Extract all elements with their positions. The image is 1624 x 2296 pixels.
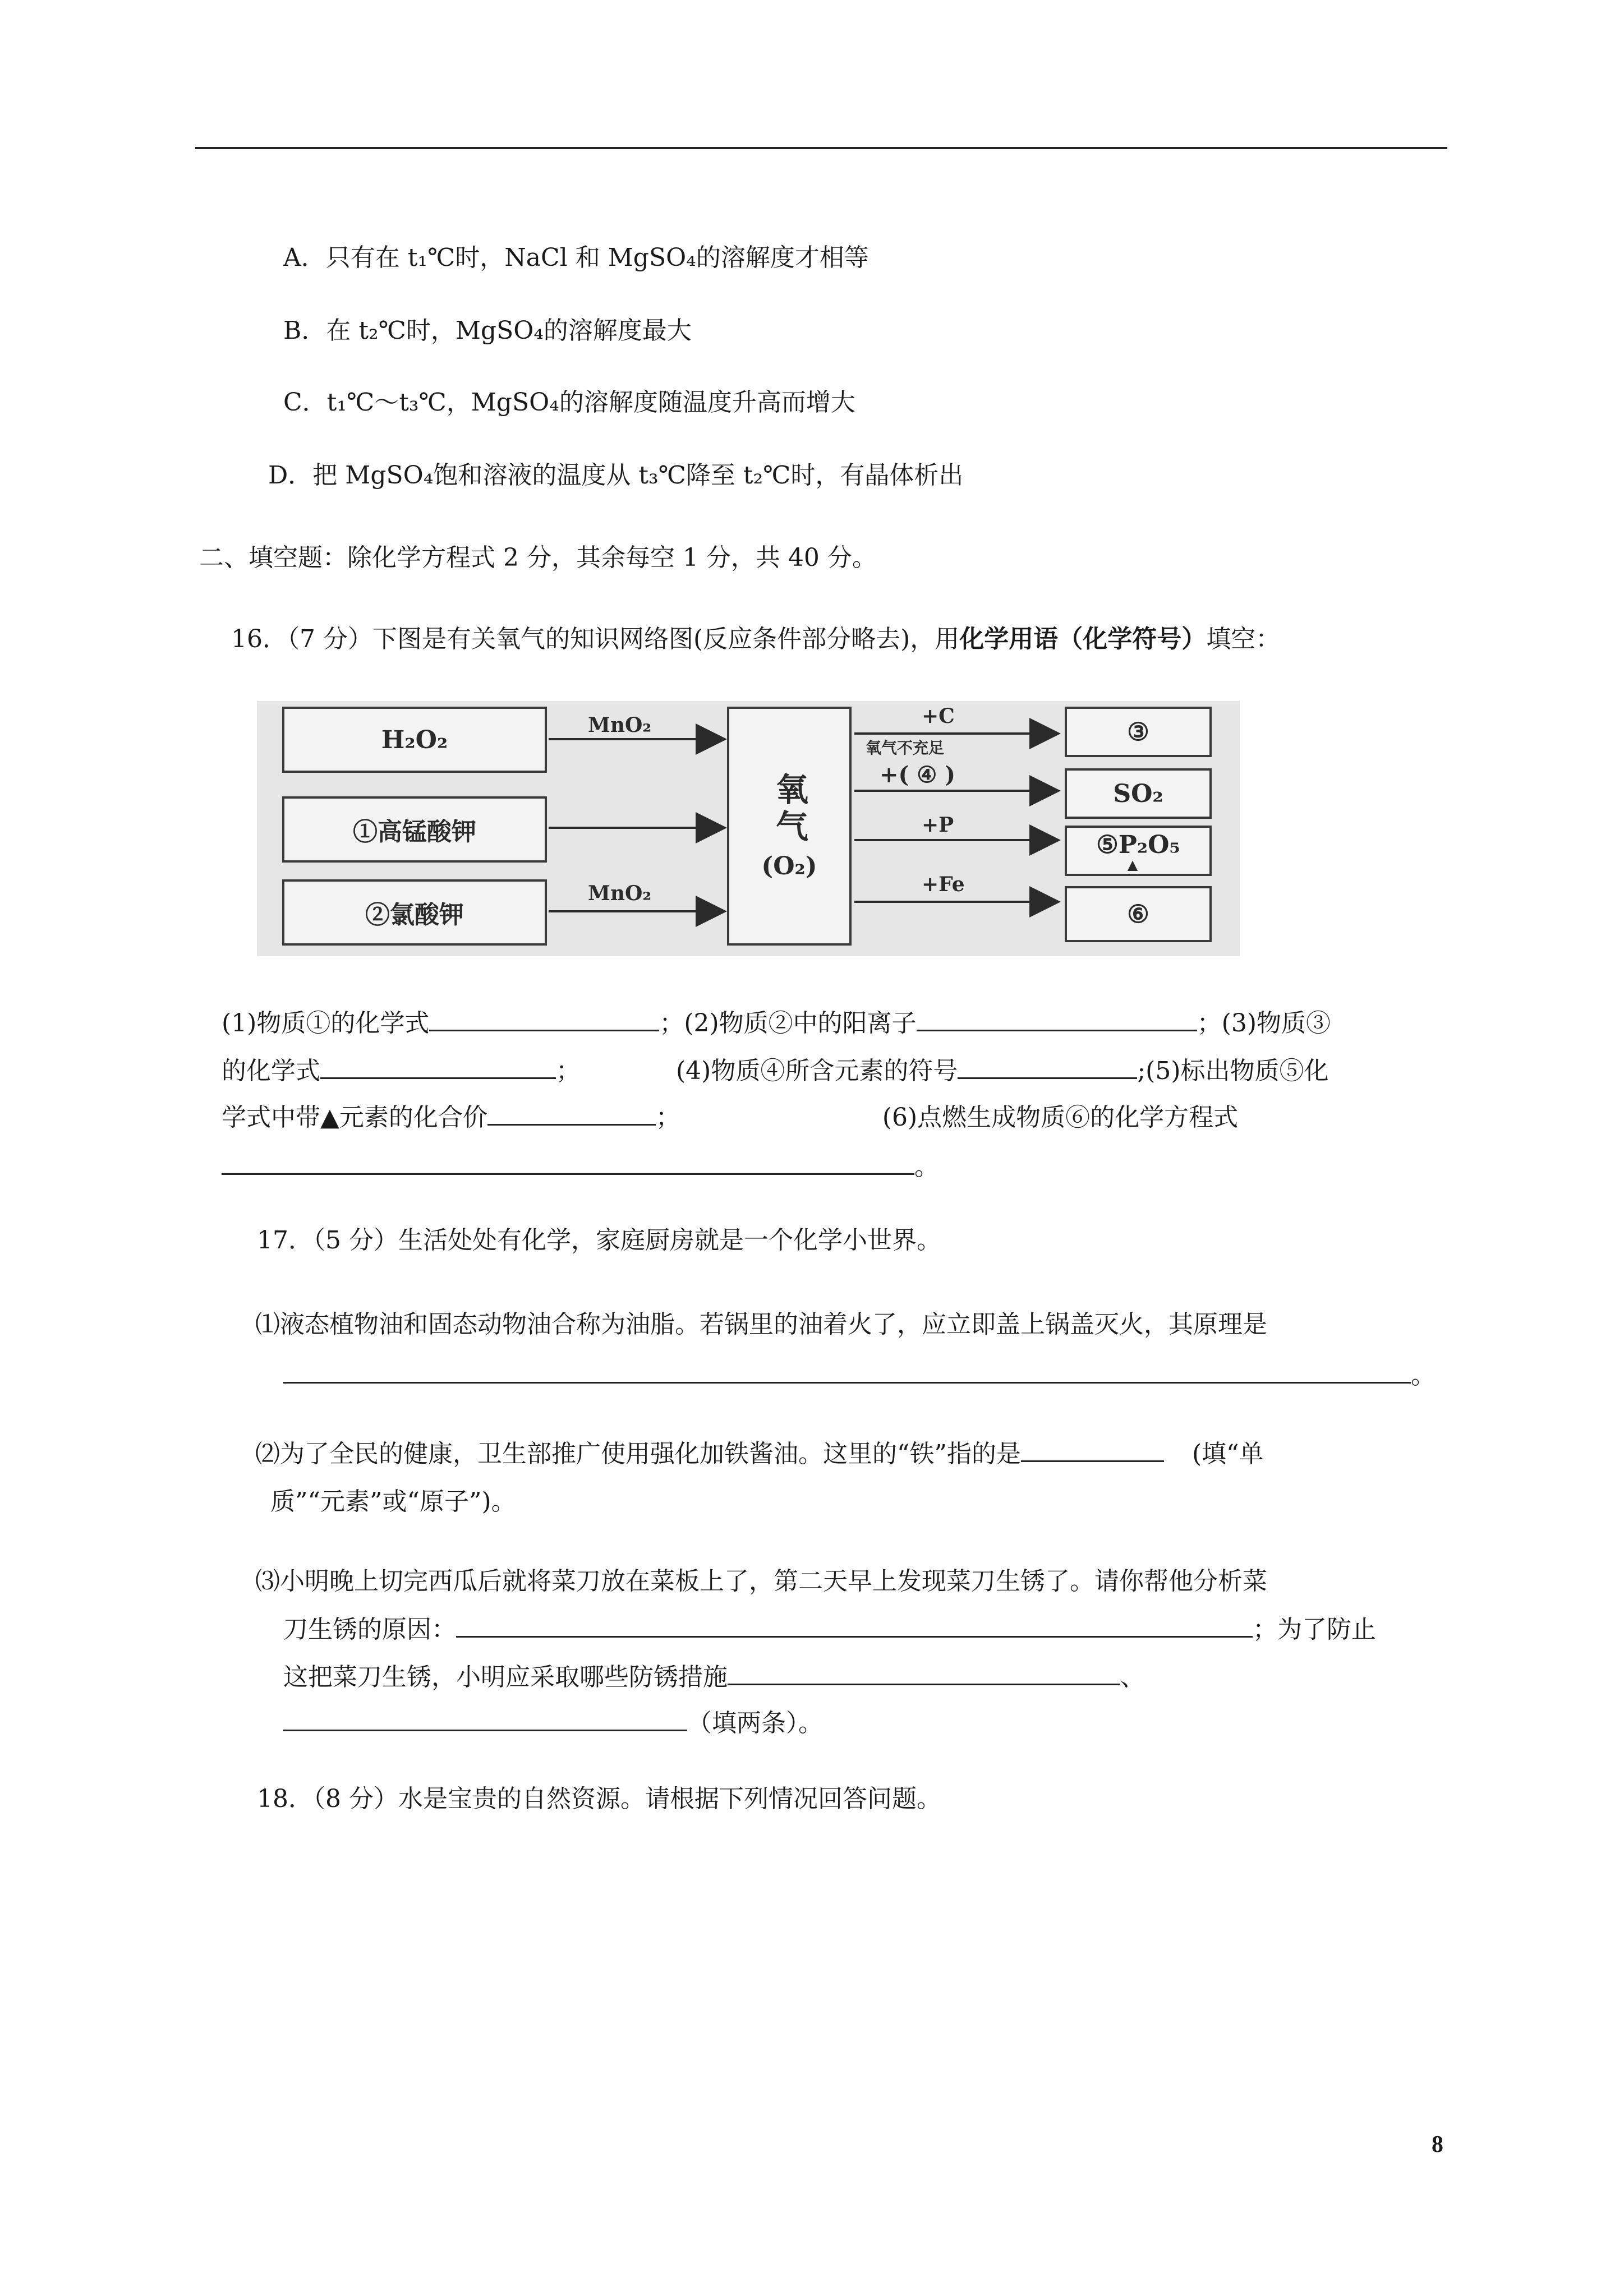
q16-l3-text-b: ； bbox=[655, 1103, 680, 1132]
q17-p2-line2: 质”“元素”或“原子”)。 bbox=[270, 1487, 516, 1516]
answer-blank-2[interactable] bbox=[917, 1005, 1197, 1031]
answer-blank-4[interactable] bbox=[958, 1053, 1137, 1079]
plus-q4-label: +( ④ ) bbox=[880, 762, 956, 788]
section-heading: 二、填空题：除化学方程式 2 分，其余每空 1 分，共 40 分。 bbox=[199, 543, 877, 572]
answer-blank-10[interactable] bbox=[728, 1659, 1120, 1685]
answer-blank-8[interactable] bbox=[1021, 1436, 1164, 1462]
answer-blank-7[interactable] bbox=[283, 1357, 1411, 1384]
triangle-marker: ▲ bbox=[1127, 856, 1138, 873]
q17-p3-line4 bbox=[283, 1705, 823, 1740]
mno2-top-label: MnO₂ bbox=[588, 713, 652, 737]
option-a: A．只有在 t₁℃时，NaCl 和 MgSO₄的溶解度才相等 bbox=[283, 243, 869, 272]
kmno4-box: ①高锰酸钾 bbox=[282, 796, 547, 863]
option-b: B．在 t₂℃时，MgSO₄的溶解度最大 bbox=[283, 316, 692, 345]
q17-p3-text-c: ；为了防止 bbox=[1253, 1615, 1376, 1644]
q16-l2-text-b: ； bbox=[556, 1057, 581, 1085]
q16-stem bbox=[231, 623, 1280, 656]
plus-p-label: +P bbox=[922, 813, 954, 837]
q18-title: 18．（8 分）水是宝贵的自然资源。请根据下列情况回答问题。 bbox=[257, 1785, 941, 1813]
mno2-bottom-label: MnO₂ bbox=[588, 882, 652, 905]
q16-intro: 16．（7 分）下图是有关氧气的知识网络图(反应条件部分略去)，用 bbox=[231, 625, 960, 653]
option-c: C．t₁℃～t₃℃，MgSO₄的溶解度随温度升高而增大 bbox=[283, 388, 855, 417]
p2o5-box bbox=[1065, 826, 1212, 876]
q17-p1-answer bbox=[283, 1357, 1436, 1393]
q17-p2-text-a: ⑵为了全民的健康，卫生部推广使用强化加铁酱油。这里的“铁”指的是 bbox=[255, 1440, 1021, 1468]
q16-l2-text-c: (4)物质④所含元素的符号 bbox=[676, 1057, 958, 1085]
so2-box: SO₂ bbox=[1065, 768, 1212, 819]
q16-l3-text-c: (6)点燃生成物质⑥的化学方程式 bbox=[882, 1103, 1239, 1132]
q17-p3-line2 bbox=[283, 1611, 1376, 1647]
p2o5-formula: ⑤P₂O₅ bbox=[1096, 831, 1180, 859]
insufficient-oxygen-label: 氧气不充足 bbox=[866, 739, 945, 757]
q16-l1-text-b: ；(2)物质②中的阳离子 bbox=[659, 1009, 917, 1038]
q16-l2-text-a: 的化学式 bbox=[222, 1057, 320, 1085]
q16-line-3 bbox=[222, 1099, 1238, 1135]
q17-p2-line1 bbox=[255, 1436, 1264, 1471]
q17-p1: ⑴液态植物油和固态动物油合称为油脂。若锅里的油着火了，应立即盖上锅盖灭火，其原理是 bbox=[255, 1310, 1267, 1339]
q17-p3-line3 bbox=[283, 1659, 1145, 1694]
q16-bold: 化学用语（化学符号） bbox=[959, 625, 1207, 653]
q17-title: 17．（5 分）生活处处有化学，家庭厨房就是一个化学小世界。 bbox=[257, 1226, 941, 1255]
q17-p1-end: 。 bbox=[1411, 1361, 1436, 1390]
q17-p3-line1: ⑶小明晚上切完西瓜后就将菜刀放在菜板上了，第二天早上发现菜刀生锈了。请你帮他分析菜 bbox=[255, 1567, 1267, 1596]
q16-l3-text-a: 学式中带▲元素的化合价 bbox=[222, 1103, 487, 1132]
option-d: D．把 MgSO₄饱和溶液的温度从 t₃℃降至 t₂℃时，有晶体析出 bbox=[268, 461, 964, 490]
q17-p3-text-f: （填两条）。 bbox=[687, 1709, 823, 1737]
plus-c-label: +C bbox=[922, 704, 955, 728]
kclo3-box: ②氯酸钾 bbox=[282, 879, 547, 946]
page-number: 8 bbox=[1432, 2132, 1443, 2157]
q16-line-1 bbox=[222, 1005, 1331, 1040]
q17-p3-text-b: 刀生锈的原因： bbox=[283, 1615, 456, 1644]
oxygen-network-diagram bbox=[257, 701, 1240, 956]
answer-blank-3[interactable] bbox=[320, 1053, 556, 1079]
answer-blank-9[interactable] bbox=[456, 1611, 1253, 1638]
answer-blank-11[interactable] bbox=[283, 1705, 687, 1731]
q16-line-2 bbox=[222, 1053, 1328, 1088]
oxygen-formula: (O₂) bbox=[761, 851, 817, 880]
q17-p2-text-b: (填“单 bbox=[1192, 1440, 1264, 1468]
q16-l1-text-c: ；(3)物质③ bbox=[1197, 1009, 1331, 1038]
q16-l2-text-d: ;(5)标出物质⑤化 bbox=[1137, 1057, 1329, 1085]
product-3-box: ③ bbox=[1065, 707, 1212, 757]
answer-blank-6[interactable] bbox=[222, 1149, 914, 1175]
plus-fe-label: +Fe bbox=[922, 873, 965, 896]
product-6-box: ⑥ bbox=[1065, 886, 1212, 942]
q16-l4-end: 。 bbox=[914, 1152, 939, 1181]
header-rule bbox=[195, 147, 1447, 149]
q17-p3-text-e: 、 bbox=[1120, 1663, 1145, 1691]
q16-l1-text-a: (1)物质①的化学式 bbox=[222, 1009, 430, 1038]
oxygen-label: 氧气 bbox=[770, 772, 808, 846]
h2o2-box: H₂O₂ bbox=[282, 707, 547, 773]
answer-blank-5[interactable] bbox=[487, 1099, 656, 1126]
q17-p3-text-d: 这把菜刀生锈，小明应采取哪些防锈措施 bbox=[283, 1663, 728, 1691]
q16-tail: 填空： bbox=[1206, 625, 1281, 653]
oxygen-box bbox=[727, 707, 852, 946]
answer-blank-1[interactable] bbox=[429, 1005, 659, 1031]
q16-line-4 bbox=[222, 1149, 939, 1184]
